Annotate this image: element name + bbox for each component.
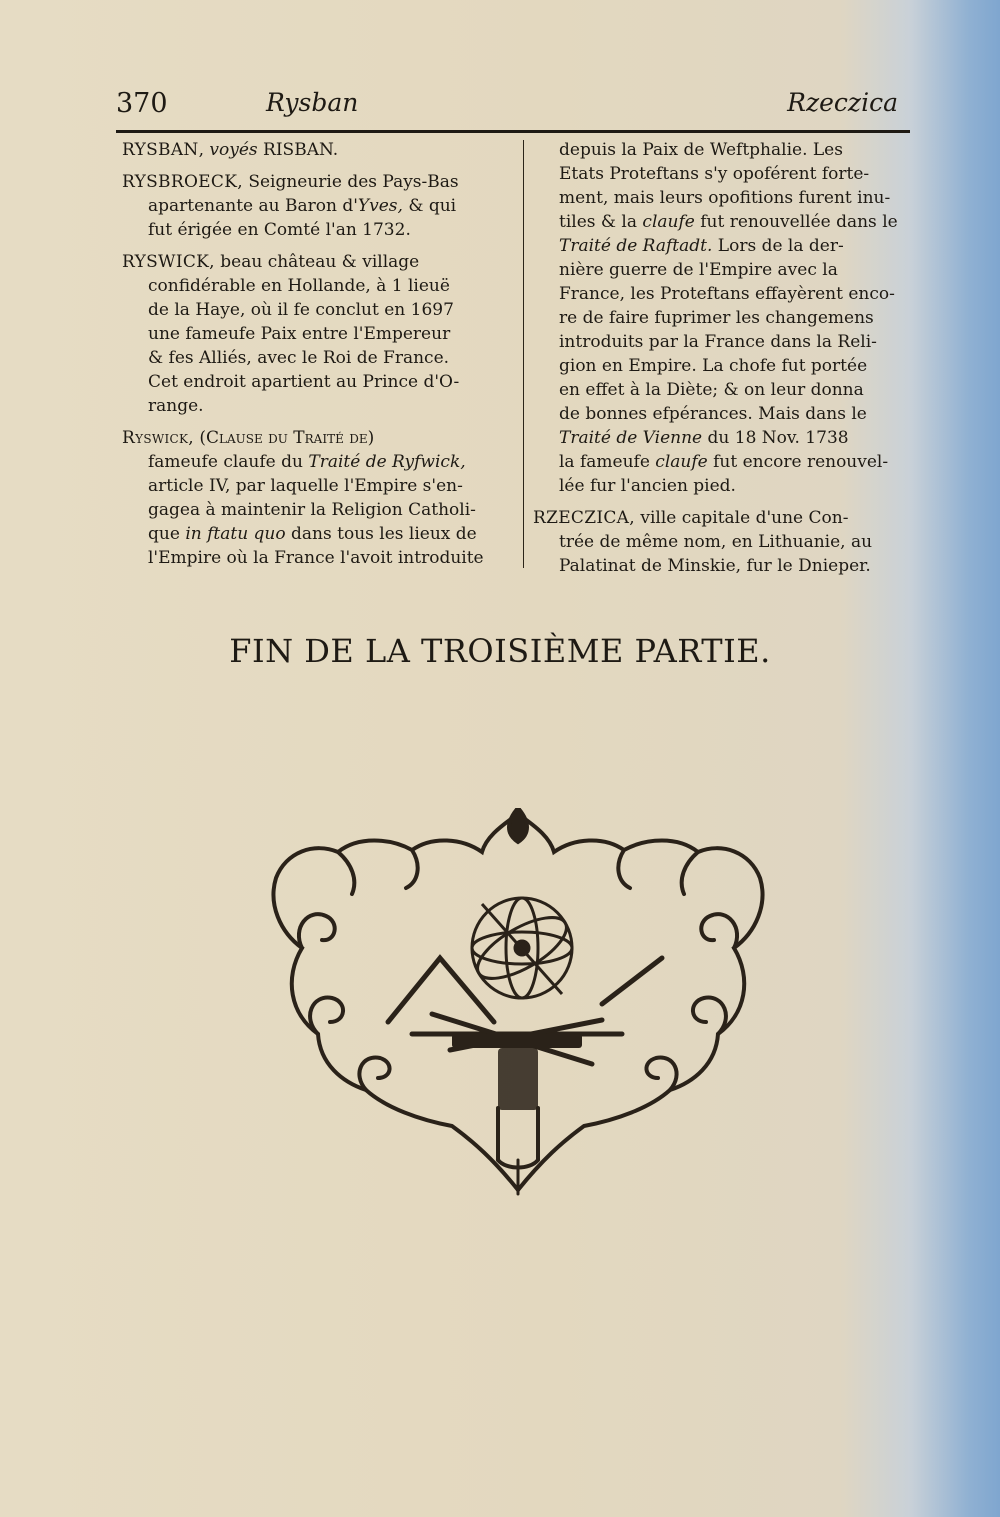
entry-text: tiles & la <box>559 212 638 232</box>
cross-reference-label: voyés <box>209 140 258 160</box>
header-rule <box>116 130 910 133</box>
entry-rysban: RYSBAN, voyés RISBAN. <box>122 140 339 160</box>
colophon-heading: FIN DE LA TROISIÈME PARTIE. <box>229 632 771 670</box>
entry-subtitle: (Clause du Traité de) <box>199 428 375 448</box>
entry-text: du 18 Nov. 1738 <box>707 428 849 448</box>
entry-line: & qui <box>408 196 457 216</box>
entry-line: de bonnes efpérances. Mais dans le <box>559 404 867 424</box>
headword-rzeczica: RZECZICA, <box>533 508 635 528</box>
entry-text: fut encore renouvel- <box>713 452 889 472</box>
headword-rysban: RYSBAN <box>122 140 199 160</box>
headword-rysbroeck: RYSBROECK, <box>122 172 243 192</box>
entry-italic-word: claufe <box>655 452 708 472</box>
page-header <box>116 88 910 128</box>
entry-rysbroeck <box>122 170 516 242</box>
entry-line: gion en Empire. La chofe fut portée <box>559 356 868 376</box>
left-column <box>122 138 516 578</box>
entry-text: la fameufe <box>559 452 650 472</box>
entry-line: Seigneurie des Pays-Bas <box>248 172 459 192</box>
entry-continuation <box>533 138 920 498</box>
headword-ryswick: RYSWICK, <box>122 252 215 272</box>
entry-line: de la Haye, où il fe conclut en 1697 <box>148 300 454 320</box>
entry-line: re de faire fuprimer les changemens <box>559 308 874 328</box>
entry-line: apartenante au Baron d' <box>148 196 358 216</box>
entry-line: nière guerre de l'Empire avec la <box>559 260 838 280</box>
entry-line: fut érigée en Comté l'an 1732. <box>148 220 411 240</box>
entry-line: en effet à la Diète; & on leur donna <box>559 380 864 400</box>
entry-line: Cet endroit apartient au Prince d'O- <box>148 372 460 392</box>
running-head-left: Rysban <box>266 88 359 117</box>
right-column <box>533 138 920 586</box>
entry-rzeczica <box>533 506 920 578</box>
cross-reference-target: RISBAN. <box>263 140 339 160</box>
entry-line: & fes Alliés, avec le Roi de France. <box>148 348 450 368</box>
entry-text: Lors de la der- <box>717 236 844 256</box>
entry-line: l'Empire où la France l'avoit introduite <box>148 548 484 568</box>
entry-italic-word: claufe <box>642 212 695 232</box>
entry-text: fut renouvellée dans le <box>700 212 898 232</box>
entry-line: confidérable en Hollande, à 1 lieuë <box>148 276 450 296</box>
entry-line: gagea à maintenir la Religion Catholi- <box>148 500 476 520</box>
entry-line: article IV, par laquelle l'Empire s'en- <box>148 476 463 496</box>
entry-italic-name: Yves, <box>357 196 403 216</box>
entry-text: fameufe claufe du <box>148 452 303 472</box>
entry-line: une fameufe Paix entre l'Empereur <box>148 324 451 344</box>
entry-line: lée fur l'ancien pied. <box>559 476 736 496</box>
ornamental-vignette-icon <box>262 808 774 1200</box>
entry-italic-title: Traité de Ryfwick, <box>308 452 466 472</box>
entry-line: ville capitale d'une Con- <box>640 508 849 528</box>
entry-ryswick-clause <box>122 426 516 570</box>
entry-line: trée de même nom, en Lithuanie, au <box>559 532 873 552</box>
page-number: 370 <box>116 88 168 119</box>
entry-italic-phrase: in ftatu quo <box>185 524 286 544</box>
entry-italic-title: Traité de Vienne <box>559 428 703 448</box>
entry-line: range. <box>148 396 204 416</box>
entry-line: introduits par la France dans la Reli- <box>559 332 877 352</box>
headword-ryswick-clause: Ryswick, <box>122 428 194 448</box>
entry-text: dans tous les lieux de <box>291 524 477 544</box>
entry-line: Etats Proteftans s'y opoférent forte- <box>559 164 870 184</box>
entry-line: depuis la Paix de Weftphalie. Les <box>559 140 843 160</box>
entry-line: ment, mais leurs opofitions furent inu- <box>559 188 891 208</box>
column-divider <box>523 140 524 568</box>
entry-italic-title: Traité de Raftadt. <box>559 236 713 256</box>
entry-line: beau château & village <box>220 252 420 272</box>
entry-line: France, les Proteftans effayèrent enco- <box>559 284 895 304</box>
entry-text: que <box>148 524 180 544</box>
entry-line: Palatinat de Minskie, fur le Dnieper. <box>559 556 871 576</box>
running-head-right: Rzeczica <box>787 88 898 117</box>
entry-ryswick <box>122 250 516 418</box>
